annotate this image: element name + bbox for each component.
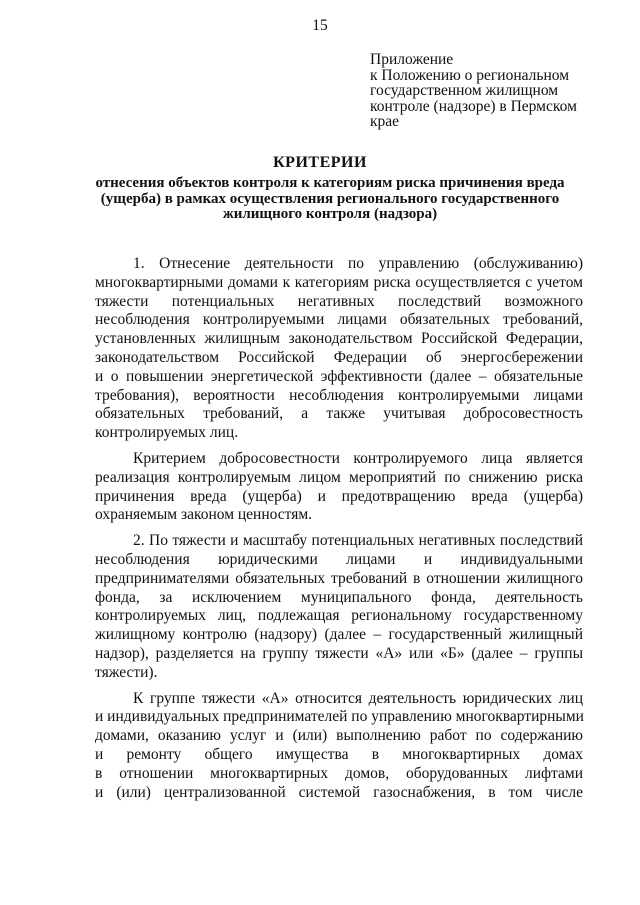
appendix-note: [370, 52, 610, 130]
appendix-line: контроле (надзоре) в Пермском: [370, 97, 577, 115]
appendix-line: крае: [370, 113, 400, 130]
text-line: предпринимателями обязательных требований в отношении жилищного: [95, 569, 583, 587]
text-line: несоблюдения контролируемыми лицами обязательных требований,: [95, 311, 583, 329]
text-line: К группе тяжести «А» относится деятельность юридических лиц: [133, 689, 583, 707]
text-line: в отношении многоквартирных домов, оборудованных лифтами: [95, 764, 583, 782]
appendix-line: государственном жилищном: [370, 82, 559, 99]
subtitle-line: жилищного контроля (надзора): [222, 206, 438, 222]
paragraph: [95, 255, 583, 443]
text-line: несоблюдения юридическими лицами и индивидуальными: [95, 550, 583, 568]
text-line: тяжести потенциальных негативных последствий возможного: [95, 292, 583, 310]
subtitle-line: (ущерба) в рамках осуществления регионального государственного: [100, 190, 560, 207]
appendix-line: к Положению о региональном: [370, 66, 570, 84]
text-line: тяжести).: [95, 663, 158, 681]
text-line: Критерием добросовестности контролируемого лица является: [133, 449, 583, 467]
text-line: 1. Отнесение деятельности по управлению (обслуживанию): [133, 255, 583, 272]
document-subtitle: [80, 176, 580, 223]
text-line: домами, оказанию услуг и (или) выполнению работ по содержанию: [95, 727, 583, 745]
text-line: и о повышении энергетической эффективности (далее – обязательные: [95, 367, 583, 385]
text-line: и индивидуальных предпринимателей по управлению многоквартирными: [95, 708, 584, 726]
text-line: охраняемым законом ценностям.: [95, 506, 313, 524]
text-line: причинения вреда (ущерба) и предотвращению вреда (ущерба): [95, 487, 583, 505]
document-title: КРИТЕРИИ: [273, 154, 367, 171]
text-line: фонда, за исключением муниципального фонда, деятельность: [95, 588, 583, 606]
paragraph: [95, 690, 583, 803]
paragraph: [95, 450, 583, 525]
text-line: и (или) централизованной системой газоснабжения, в том числе: [95, 783, 583, 801]
document-body: [95, 255, 583, 809]
text-line: требования), вероятности несоблюдения контролируемыми лицами: [95, 386, 583, 404]
text-line: надзор), разделяется на группу тяжести «А» или «Б» (далее – группы: [95, 644, 583, 662]
appendix-line: Приложение: [370, 51, 454, 68]
text-line: 2. По тяжести и масштабу потенциальных негативных последствий: [133, 532, 583, 550]
text-line: реализация контролируемым лицом мероприятий по снижению риска: [95, 468, 583, 486]
text-line: обязательных требований, а также учитывая добросовестность: [95, 405, 583, 423]
paragraph: [95, 532, 583, 682]
page-number: 15: [312, 17, 328, 34]
subtitle-line: отнесения объектов контроля к категориям риска причинения вреда: [95, 175, 565, 191]
text-line: жилищному контролю (надзору) (далее – государственный жилищный: [95, 626, 583, 644]
text-line: многоквартирными домами к категориям риска осуществляется с учетом: [95, 273, 583, 291]
text-line: законодательством Российской Федерации об энергосбережении: [95, 348, 583, 366]
text-line: и ремонту общего имущества в многоквартирных домах: [95, 745, 583, 763]
text-line: контролируемых лиц, подлежащая региональному государственному: [95, 607, 583, 625]
text-line: установленных жилищным законодательством Российской Федерации,: [95, 330, 583, 348]
text-line: контролируемых лиц.: [95, 424, 239, 442]
